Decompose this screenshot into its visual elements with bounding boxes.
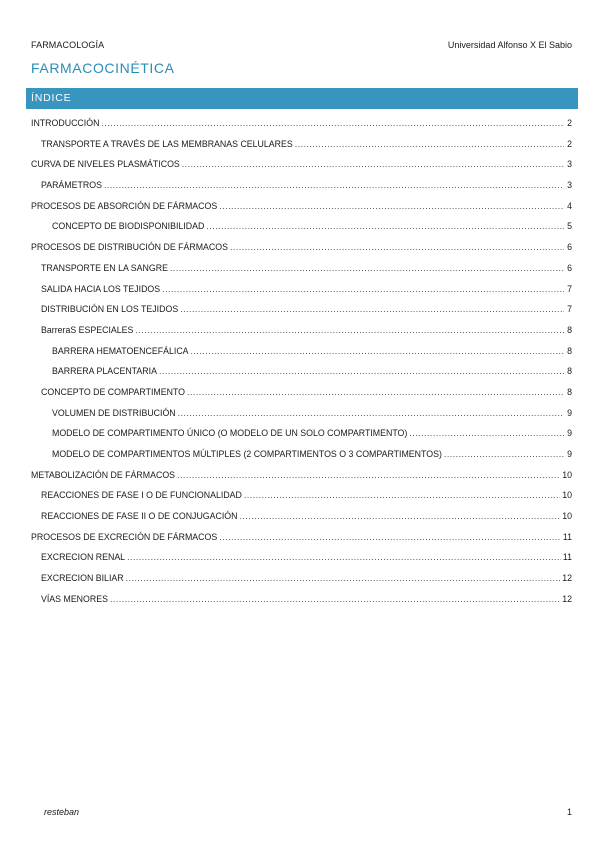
toc-entry-page[interactable]: 9	[567, 428, 572, 439]
toc-entry-page[interactable]: 4	[567, 200, 572, 211]
toc-entry[interactable]	[31, 299, 572, 320]
toc-leader-dots	[126, 568, 561, 589]
header-university: Universidad Alfonso X El Sabio	[447, 40, 572, 50]
toc-heading: ÍNDICE	[31, 92, 72, 104]
toc-entry-page[interactable]: 5	[567, 221, 572, 232]
toc-entry-title[interactable]: PROCESOS DE EXCRECIÓN DE FÁRMACOS	[31, 531, 218, 542]
toc-leader-dots	[127, 547, 561, 568]
toc-entry[interactable]	[31, 547, 572, 568]
toc-entry[interactable]	[31, 485, 572, 506]
toc-entry[interactable]	[31, 382, 572, 403]
toc-leader-dots	[182, 154, 564, 175]
toc-leader-dots	[187, 382, 564, 403]
toc-leader-dots	[230, 237, 564, 258]
toc-entry-title[interactable]: PROCESOS DE ABSORCIÓN DE FÁRMACOS	[31, 200, 218, 211]
toc-leader-dots	[409, 423, 564, 444]
toc-entry-title[interactable]: REACCIONES DE FASE I O DE FUNCIONALIDAD	[41, 490, 242, 501]
toc-entry[interactable]	[31, 506, 572, 527]
toc-entry-title[interactable]: VOLUMEN DE DISTRIBUCIÓN	[52, 407, 176, 418]
toc-entry[interactable]	[31, 134, 572, 155]
toc-entry-title[interactable]: BarreraS ESPECIALES	[41, 324, 134, 335]
toc-leader-dots	[219, 196, 564, 217]
toc-entry-page[interactable]: 12	[562, 593, 572, 604]
toc-leader-dots	[219, 527, 561, 548]
toc-heading-banner	[26, 88, 578, 109]
toc-entry[interactable]	[31, 279, 572, 300]
toc-entry-page[interactable]: 2	[567, 138, 572, 149]
toc-entry-title[interactable]: TRANSPORTE A TRAVÉS DE LAS MEMBRANAS CELULARES	[41, 138, 293, 149]
toc-entry[interactable]	[31, 444, 572, 465]
toc-entry-page[interactable]: 7	[567, 283, 572, 294]
toc-entry[interactable]	[31, 568, 572, 589]
toc-leader-dots	[295, 134, 564, 155]
toc-entry-page[interactable]: 8	[567, 386, 572, 397]
toc-entry[interactable]	[31, 465, 572, 486]
toc-entry[interactable]	[31, 403, 572, 424]
toc-entry[interactable]	[31, 154, 572, 175]
toc-entry-page[interactable]: 10	[562, 511, 572, 522]
toc-entry-title[interactable]: BARRERA HEMATOENCEFÁLICA	[52, 345, 189, 356]
toc-entry-page[interactable]: 9	[567, 449, 572, 459]
toc-entry[interactable]	[31, 237, 572, 258]
toc-entry-title[interactable]: INTRODUCCIÓN	[31, 118, 100, 128]
toc-leader-dots	[170, 258, 564, 279]
toc-entry[interactable]	[31, 258, 572, 279]
toc-leader-dots	[110, 589, 560, 610]
toc-entry-title[interactable]: TRANSPORTE EN LA SANGRE	[41, 262, 168, 273]
toc-entry[interactable]	[31, 175, 572, 196]
toc-entry-page[interactable]: 8	[567, 366, 572, 377]
toc-entry[interactable]	[31, 196, 572, 217]
toc-entry-title[interactable]: MODELO DE COMPARTIMENTOS MÚLTIPLES (2 COMPARTIMENTOS O 3 COMPARTIMENTOS)	[52, 449, 442, 459]
toc-entry-page[interactable]: 3	[567, 180, 572, 191]
toc-entry-page[interactable]: 10	[562, 490, 572, 501]
toc-entry-page[interactable]: 6	[567, 242, 572, 253]
toc-entry[interactable]	[31, 341, 572, 362]
toc-entry-page[interactable]: 9	[567, 407, 572, 418]
toc-entry-title[interactable]: DISTRIBUCIÓN EN LOS TEJIDOS	[41, 304, 179, 315]
toc-entry[interactable]	[31, 527, 572, 548]
toc-entry-title[interactable]: REACCIONES DE FASE II O DE CONJUGACIÓN	[41, 511, 238, 522]
toc-leader-dots	[180, 299, 564, 320]
toc-entry-title[interactable]: VÍAS MENORES	[41, 593, 108, 604]
toc-entry-page[interactable]: 11	[562, 531, 572, 542]
toc-entry-title[interactable]: EXCRECION RENAL	[41, 552, 126, 563]
toc-leader-dots	[244, 485, 560, 506]
toc-entry-title[interactable]: CONCEPTO DE COMPARTIMENTO	[41, 386, 186, 397]
toc-entry-page[interactable]: 8	[567, 324, 572, 335]
toc-entry[interactable]	[31, 113, 572, 134]
toc-entry[interactable]	[31, 423, 572, 444]
toc-entry-title[interactable]: EXCRECION BILIAR	[41, 573, 124, 584]
toc-entry-page[interactable]: 12	[562, 573, 572, 584]
toc-leader-dots	[206, 216, 564, 237]
toc-entry[interactable]	[31, 216, 572, 237]
toc-leader-dots	[135, 320, 564, 341]
toc-entry-page[interactable]: 11	[562, 552, 572, 563]
toc-entry-page[interactable]: 8	[567, 345, 572, 356]
toc-entry[interactable]	[31, 589, 572, 610]
header-subject: FARMACOLOGÍA	[31, 40, 105, 50]
toc-entry-title[interactable]: PROCESOS DE DISTRIBUCIÓN DE FÁRMACOS	[31, 242, 228, 253]
toc-leader-dots	[191, 341, 564, 362]
table-of-contents	[31, 113, 572, 610]
toc-leader-dots	[444, 444, 564, 465]
footer-page-number: 1	[566, 807, 572, 817]
toc-entry-title[interactable]: METABOLIZACIÓN DE FÁRMACOS	[31, 469, 176, 480]
footer-author: resteban	[44, 807, 80, 817]
toc-entry-title[interactable]: BARRERA PLACENTARIA	[52, 366, 157, 377]
toc-entry[interactable]	[31, 361, 572, 382]
toc-leader-dots	[162, 279, 564, 300]
toc-entry-page[interactable]: 3	[567, 159, 572, 170]
toc-leader-dots	[177, 465, 560, 486]
toc-entry-page[interactable]: 7	[567, 304, 572, 315]
toc-entry-title[interactable]: MODELO DE COMPARTIMENTO ÚNICO (O MODELO DE UN SOLO COMPARTIMENTO)	[52, 428, 408, 439]
toc-leader-dots	[159, 361, 564, 382]
toc-entry-title[interactable]: CURVA DE NIVELES PLASMÁTICOS	[31, 159, 180, 170]
toc-entry-title[interactable]: CONCEPTO DE BIODISPONIBILIDAD	[52, 221, 205, 232]
toc-entry-title[interactable]: PARÁMETROS	[41, 180, 102, 191]
toc-entry-page[interactable]: 10	[562, 469, 572, 480]
toc-leader-dots	[101, 113, 564, 134]
toc-leader-dots	[104, 175, 564, 196]
toc-entry-title[interactable]: SALIDA HACIA LOS TEJIDOS	[41, 283, 161, 294]
toc-entry-page[interactable]: 6	[567, 262, 572, 273]
toc-entry-page[interactable]: 2	[567, 118, 572, 128]
toc-leader-dots	[240, 506, 561, 527]
toc-entry[interactable]	[31, 320, 572, 341]
page-title: FARMACOCINÉTICA	[31, 60, 175, 76]
toc-leader-dots	[178, 403, 564, 424]
